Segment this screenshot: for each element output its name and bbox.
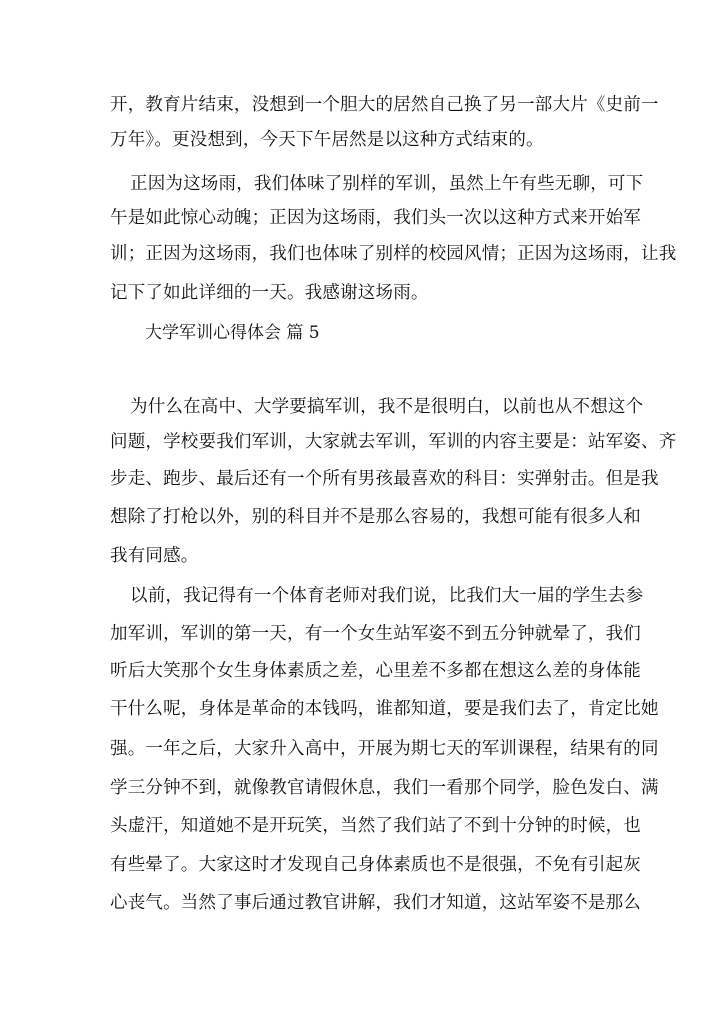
paragraph-line: 为什么在高中、大学要搞军训，我不是很明白，以前也从不想这个 (130, 397, 644, 417)
paragraph-line: 午是如此惊心动魄；正因为这场雨，我们头一次以这种方式来开始军 (110, 208, 641, 228)
paragraph-line: 加军训，军训的第一天，有一个女生站军姿不到五分钟就晕了，我们 (110, 624, 641, 644)
paragraph-line: 干什么呢，身体是革命的本钱吗，谁都知道，要是我们去了，肯定比她 (110, 699, 659, 719)
paragraph-line: 我有同感。 (110, 546, 199, 566)
paragraph-line: 以前，我记得有一个体育老师对我们说，比我们大一届的学生去参 (130, 586, 644, 606)
paragraph-line: 学三分钟不到，就像教官请假休息，我们一看那个同学，脸色发白、满 (110, 778, 659, 798)
paragraph-line: 万年》。更没想到，今天下午居然是以这种方式结束的。 (110, 130, 544, 150)
paragraph-line: 正因为这场雨，我们体味了别样的军训，虽然上午有些无聊，可下 (130, 174, 644, 194)
paragraph-line: 想除了打枪以外，别的科目并不是那么容易的，我想可能有很多人和 (110, 507, 641, 527)
paragraph-line: 训；正因为这场雨，我们也体味了别样的校园风情；正因为这场雨，让我 (110, 244, 677, 264)
paragraph-line: 问题，学校要我们军训，大家就去军训，军训的内容主要是：站军姿、齐 (110, 432, 677, 452)
paragraph-line: 开，教育片结束，没想到一个胆大的居然自己换了另一部大片《史前一 (110, 95, 659, 115)
paragraph-line: 听后大笑那个女生身体素质之差，心里差不多都在想这么差的身体能 (110, 661, 641, 681)
paragraph-line: 心丧气。当然了事后通过教官讲解，我们才知道，这站军姿不是那么 (110, 893, 641, 913)
paragraph-line: 有些晕了。大家这时才发现自己身体素质也不是很强，不免有引起灰 (110, 855, 641, 875)
paragraph-line: 强。一年之后，大家升入高中，开展为期七天的军训课程，结果有的同 (110, 739, 659, 759)
section-heading: 大学军训心得体会 篇 5 (145, 323, 320, 343)
paragraph-line: 记下了如此详细的一天。我感谢这场雨。 (110, 283, 429, 303)
paragraph-line: 头虚汗，知道她不是开玩笑，当然了我们站了不到十分钟的时候，也 (110, 816, 641, 836)
paragraph-line: 步走、跑步、最后还有一个所有男孩最喜欢的科目：实弹射击。但是我 (110, 469, 659, 489)
